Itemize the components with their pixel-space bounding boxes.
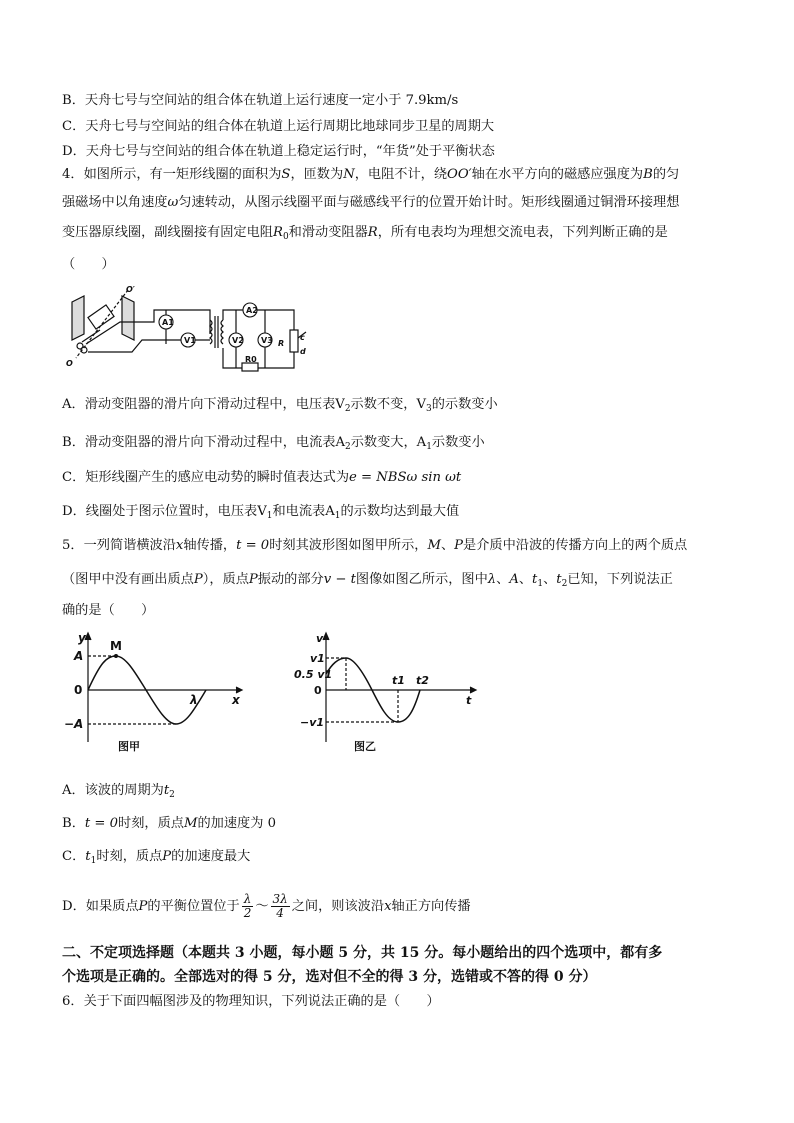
coil [88, 305, 114, 329]
label-x: x [232, 693, 240, 707]
label-r0: R0 [245, 355, 257, 364]
label-y: y [78, 631, 86, 645]
label-r: R [278, 339, 285, 348]
label-v1: v1 [310, 652, 325, 665]
caption-jia: 图甲 [118, 740, 140, 753]
q4-option-a: A．滑动变阻器的滑片向下滑动过程中，电压表$V_2$示数不变，$V_3$的示数变小 [62, 397, 498, 414]
label-t: t [466, 694, 472, 707]
label-o: O [66, 359, 73, 368]
magnet-left [72, 296, 84, 340]
point-m [114, 654, 118, 658]
label-neg-v1: −v1 [300, 716, 325, 729]
fraction-three-lambda-quarter: $\frac{3\lambda}{4}$ [272, 892, 288, 920]
label-a2: A2 [246, 306, 258, 315]
transformer-secondary [221, 320, 223, 344]
section2-heading-line2: 个选项是正确的。全部选对的得 5 分，选对但不全的得 3 分，选错或不答的得 0 分） [62, 969, 597, 985]
q3-option-c: C．天舟七号与空间站的组合体在轨道上运行周期比地球同步卫星的周期大 [62, 119, 495, 134]
q5-option-d: D．如果质点P的平衡位置位于 $\frac{\lambda}{2}$ ～ $\frac{3\lambda}{4}$ 之间，则该波沿x轴正方向传播 [62, 892, 471, 920]
q4-answer-paren: （ ） [62, 257, 115, 272]
q4-option-c: C．矩形线圈产生的感应电动势的瞬时值表达式为e = NBSω sin ωt [62, 470, 462, 485]
q6-stem: 6．关于下面四幅图涉及的物理知识，下列说法正确的是（ ） [62, 994, 440, 1009]
label-lambda: λ [190, 693, 198, 707]
q5-option-b: B．t = 0时刻，质点M的加速度为 0 [62, 816, 276, 831]
label-d: d [300, 347, 306, 356]
label-a1: A1 [162, 318, 174, 327]
label-zero: 0 [314, 684, 322, 697]
q5-option-c: C．$t_1$时刻，质点P的加速度最大 [62, 849, 251, 866]
label-zero: 0 [74, 683, 83, 697]
label-m: M [110, 639, 122, 653]
q4-option-d: D．线圈处于图示位置时，电压表$V_1$和电流表$A_1$的示数均达到最大值 [62, 504, 460, 521]
q4-circuit-figure [62, 282, 312, 380]
fraction-lambda-half: $\frac{\lambda}{2}$ [243, 892, 252, 920]
label-t1: t1 [392, 674, 405, 687]
section2-heading-line1: 二、不定项选择题（本题共 3 小题，每小题 5 分，共 15 分。每小题给出的四个选项中，都有多 [62, 945, 663, 961]
caption-yi: 图乙 [354, 740, 376, 753]
resistor-r0 [242, 363, 258, 371]
q4-stem-line2: 强磁场中以角速度ω匀速转动，从图示线圈平面与磁感线平行的位置开始计时。矩形线圈通过铜滑环接理想 [62, 195, 680, 210]
magnet-right [122, 296, 134, 340]
q5-stem-line1: 5．一列简谐横波沿x轴传播，t = 0时刻其波形图如图甲所示，M、P是介质中沿波的传播方向上的两个质点 [62, 538, 688, 553]
label-v2: V2 [232, 336, 244, 345]
label-t2: t2 [416, 674, 429, 687]
label-v: v [316, 632, 324, 645]
label-c: c [300, 333, 305, 342]
q5-option-a: A．该波的周期为$t_2$ [62, 783, 175, 800]
q3-option-b: B．天舟七号与空间站的组合体在轨道上运行速度一定小于 7.9km/s [62, 93, 459, 108]
q4-option-b: B．滑动变阻器的滑片向下滑动过程中，电流表$A_2$示数变大，$A_1$示数变小 [62, 435, 485, 452]
q4-stem-line1: 4．如图所示，有一矩形线圈的面积为S，匝数为N，电阻不计，绕OO′轴在水平方向的磁感应强度为B的匀 [62, 167, 680, 182]
q3-option-d: D．天舟七号与空间站的组合体在轨道上稳定运行时，“年货”处于平衡状态 [62, 144, 495, 159]
rheostat-r [290, 330, 298, 352]
q5-figure-jia [60, 630, 250, 756]
q5-figure-yi [292, 630, 482, 756]
label-v3: V3 [261, 336, 273, 345]
q5-stem-line2: （图甲中没有画出质点P），质点P振动的部分v − t图像如图乙所示，图中λ、A、$t_1$、$t_2$已知，下列说法正 [62, 572, 673, 589]
label-o-prime: O′ [126, 285, 135, 294]
label-a: A [74, 649, 84, 663]
q4-stem-line3: 变压器原线圈，副线圈接有固定电阻$R_0$和滑动变阻器R，所有电表均为理想交流电表，下列判断正确的是 [62, 225, 668, 242]
label-neg-a: −A [64, 717, 84, 731]
label-half-v1: 0.5 v1 [294, 668, 333, 681]
label-v1: V1 [184, 336, 196, 345]
q5-stem-line3: 确的是（ ） [62, 603, 155, 618]
